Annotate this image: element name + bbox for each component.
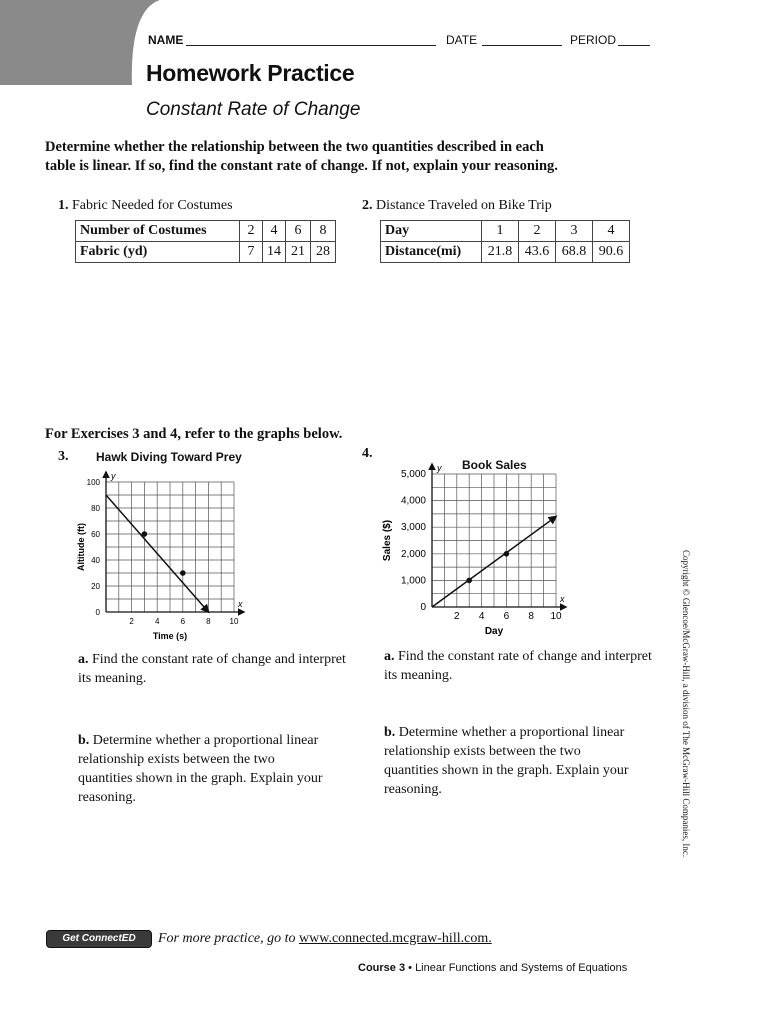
copyright-notice: Copyright © Glencoe/McGraw-Hill, a division of The McGraw-Hill Companies, Inc.: [681, 550, 691, 858]
exercise-4-number: 4.: [362, 446, 373, 461]
y-tick-label: 1,000: [400, 575, 426, 587]
exercise-1-number: 1.: [58, 198, 69, 213]
table-cell: 90.6: [593, 242, 630, 263]
y-tick-label: 0: [420, 602, 426, 613]
chart-1-title: Hawk Diving Toward Prey: [96, 450, 242, 464]
exercise-4-question-b: [384, 723, 634, 799]
table-cell: 8: [311, 221, 336, 242]
chart-2-title: Book Sales: [462, 458, 527, 472]
footer-bullet: •: [408, 962, 412, 974]
course-label: Course 3: [358, 962, 406, 974]
table-header: Fabric (yd): [76, 242, 240, 263]
page-subtitle: Constant Rate of Change: [146, 99, 361, 120]
hawk-chart: [70, 470, 270, 645]
exercise-2-title: [362, 198, 552, 214]
name-line[interactable]: [186, 45, 436, 46]
table-cell: 21.8: [482, 242, 519, 263]
date-label: DATE: [446, 33, 478, 47]
exercise-3-number: 3.: [58, 449, 69, 464]
exercise-2-title-text: Distance Traveled on Bike Trip: [376, 198, 552, 213]
table-cell: 68.8: [556, 242, 593, 263]
exercise-1-title: [58, 198, 233, 214]
question-label: a.: [78, 652, 89, 667]
data-point: [142, 531, 148, 537]
exercise-1-title-text: Fabric Needed for Costumes: [72, 198, 233, 213]
x-tick-label: 8: [528, 611, 534, 622]
x-tick-label: 2: [454, 611, 460, 622]
table-cell: 2: [519, 221, 556, 242]
x-tick-label: 10: [550, 611, 562, 622]
period-label: PERIOD: [570, 33, 617, 47]
table-cell: 1: [482, 221, 519, 242]
x-tick-label: 4: [154, 617, 160, 626]
x-tick-label: 6: [180, 617, 186, 626]
question-label: a.: [384, 649, 395, 664]
y-tick-label: 20: [91, 582, 100, 591]
page-title: Homework Practice: [146, 60, 355, 86]
y-tick-label: 80: [91, 504, 100, 513]
table-cell: 3: [556, 221, 593, 242]
question-label: b.: [384, 725, 396, 740]
question-text: Find the constant rate of change and interpret its meaning.: [384, 649, 652, 683]
table-cell: 7: [240, 242, 263, 263]
y-tick-label: 3,000: [400, 522, 426, 534]
x-tick-label: 4: [478, 611, 485, 622]
data-point: [180, 570, 186, 576]
get-connected-logo[interactable]: Get ConnectED: [46, 930, 152, 948]
footer-practice-text: For more practice, go to: [158, 931, 296, 946]
table-cell: 4: [593, 221, 630, 242]
x-tick-label: 8: [206, 617, 211, 626]
table-cell: 6: [286, 221, 311, 242]
period-line[interactable]: [618, 45, 650, 46]
table-header: Day: [381, 221, 482, 242]
y-axis-label: Altitude (ft): [76, 523, 86, 571]
footer-practice: [158, 931, 492, 947]
name-label: NAME: [148, 33, 184, 47]
exercise-3-question-b: [78, 731, 328, 807]
exercise-2-number: 2.: [362, 198, 373, 213]
x-axis-letter: x: [560, 594, 565, 604]
book-sales-chart: [380, 462, 590, 640]
table-cell: 21: [286, 242, 311, 263]
x-axis-label: Day: [484, 626, 504, 637]
question-text: Determine whether a proportional linear relationship exists between the two quantities shown in the graph. Explain your reasoning.: [78, 733, 323, 805]
exercise-3-question-a: [78, 650, 348, 688]
x-tick-label: 6: [503, 611, 510, 622]
unit-label: Linear Functions and Systems of Equations: [415, 962, 628, 974]
graphs-intro: For Exercises 3 and 4, refer to the graphs below.: [45, 426, 343, 442]
date-line[interactable]: [482, 45, 562, 46]
x-tick-label: 2: [129, 617, 134, 626]
y-tick-label: 60: [91, 530, 100, 539]
footer-course: [358, 962, 627, 974]
exercise-4-question-a: [384, 647, 654, 685]
table-header: Distance(mi): [381, 242, 482, 263]
y-axis-letter: y: [111, 471, 116, 481]
x-axis-label: Time (s): [152, 631, 188, 641]
footer-link[interactable]: www.connected.mcgraw-hill.com.: [299, 931, 492, 946]
x-axis-letter: x: [238, 599, 243, 609]
instructions: Determine whether the relationship between the two quantities described in each table is linear. If so, find the constant rate of change. If not, explain your reasoning.: [45, 139, 558, 174]
table-cell: 43.6: [519, 242, 556, 263]
y-tick-label: 0: [95, 608, 100, 617]
data-point: [504, 551, 510, 557]
y-tick-label: 2,000: [400, 548, 426, 560]
y-tick-label: 4,000: [400, 495, 426, 507]
y-axis-label: Sales ($): [382, 519, 393, 562]
x-tick-label: 10: [229, 617, 239, 626]
table-cell: 2: [240, 221, 263, 242]
y-axis-letter: y: [437, 463, 442, 473]
data-point: [466, 578, 472, 584]
table-header: Number of Costumes: [76, 221, 240, 242]
question-text: Determine whether a proportional linear relationship exists between the two quantities shown in the graph. Explain your reasoning.: [384, 725, 629, 797]
question-text: Find the constant rate of change and interpret its meaning.: [78, 652, 346, 686]
table-cell: 14: [263, 242, 286, 263]
table-cell: 28: [311, 242, 336, 263]
question-label: b.: [78, 733, 90, 748]
exercise-1-table: [75, 220, 336, 263]
exercise-2-table: [380, 220, 630, 263]
y-tick-label: 5,000: [400, 469, 426, 480]
table-cell: 4: [263, 221, 286, 242]
y-tick-label: 40: [91, 556, 100, 565]
y-tick-label: 100: [86, 478, 100, 487]
